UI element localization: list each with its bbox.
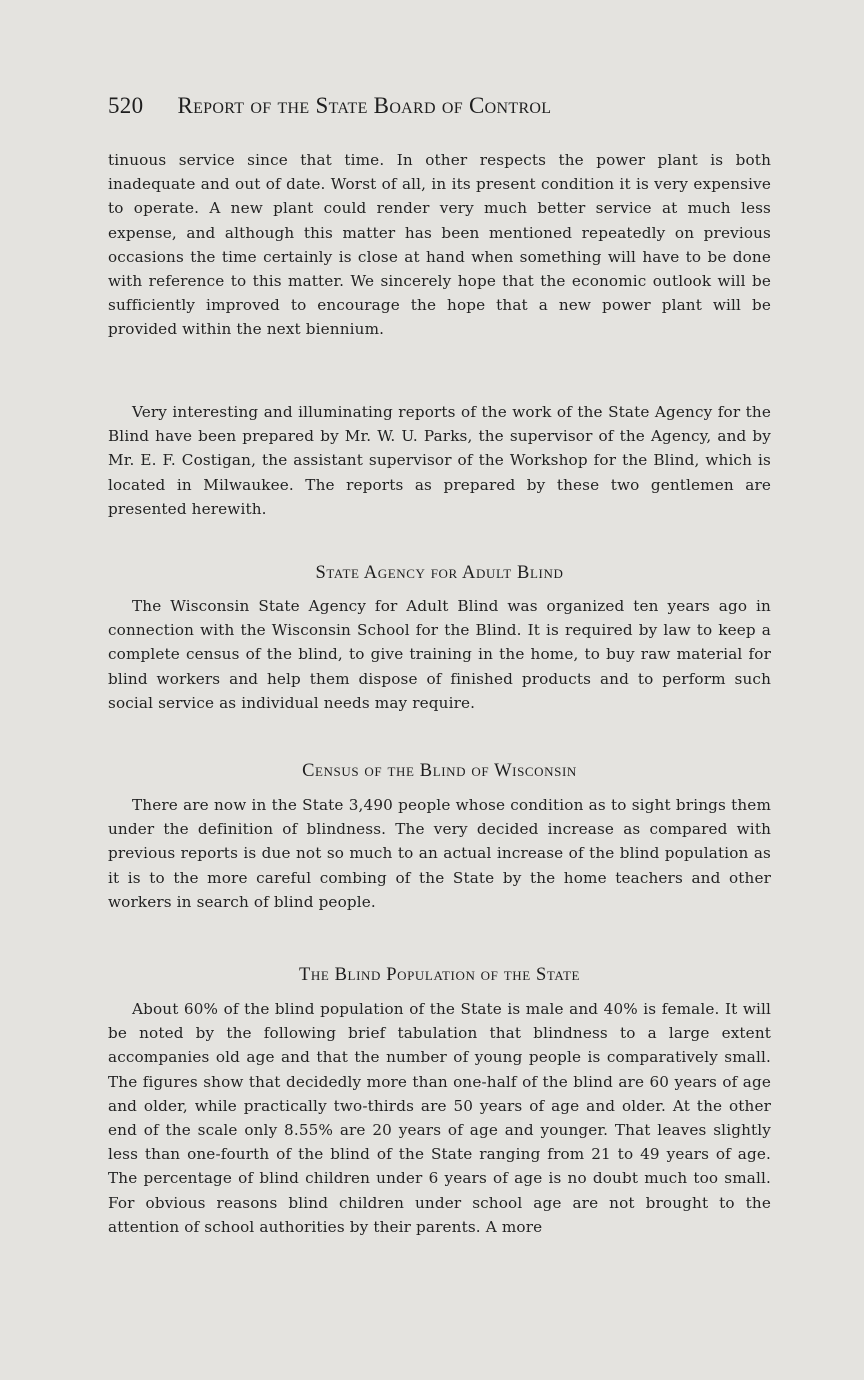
paragraph-power-plant: tinuous service since that time. In other respects the power plant is both inadequate and out of date. Worst of all, in its present condition it is very expensive to operate. A new plant could render very much better service at much less expense, and although this matter has been mentioned repeatedly on previous occasions the time certainly is close at hand when something will have to be done with reference to this matter. We sincerely hope that the economic outlook will be sufficiently improved to encourage the hope that a new power plant will be provided within the next biennium. <box>108 151 771 339</box>
running-title: Report of the State Board of Control <box>177 93 552 118</box>
page-number: 520 <box>108 93 144 118</box>
heading-census: Census of the Blind of Wisconsin <box>302 761 577 781</box>
heading-state-agency: State Agency for Adult Blind <box>315 563 564 583</box>
heading-blind-population: The Blind Population of the State <box>298 965 581 985</box>
paragraph-census: There are now in the State 3,490 people whose condition as to sight brings them under the definition of blindness. The very decided increase as compared with previous reports is due not so much to an actual increase of the blind population as it is to the more careful combing of the State by the home teachers and other workers in search of blind people. <box>108 796 771 911</box>
paragraph-state-agency: The Wisconsin State Agency for Adult Blind was organized ten years ago in connection with the Wisconsin School for the Blind. It is required by law to keep a complete census of the blind, to give training in the home, to buy raw material for blind workers and help them dispose of finished products and to perform such social service as individual needs may require. <box>108 597 771 712</box>
paragraph-reports: Very interesting and illuminating reports of the work of the State Agency for the Blind have been prepared by Mr. W. U. Parks, the supervisor of the Agency, and by Mr. E. F. Costigan, the assistant supervisor of the Workshop for the Blind, which is located in Milwaukee. The reports as prepared by these two gentlemen are presented herewith. <box>108 403 771 518</box>
paragraph-blind-population: About 60% of the blind population of the State is male and 40% is female. It will be noted by the following brief tabulation that blindness to a large extent accompanies old age and that the number of young people is comparatively small. The figures show that decidedly more than one-half of the blind are 60 years of age and older, while practically two-thirds are 50 years of age and older. At the other end of the scale only 8.55% are 20 years of age and younger. That leaves slightly less than one-fourth of the blind of the State ranging from 21 to 49 years of age. The percentage of blind children under 6 years of age is no doubt much too small. For obvious reasons blind children under school age are not brought to the attention of school authorities by their parents. A more <box>108 1000 771 1236</box>
page-header <box>108 93 788 125</box>
